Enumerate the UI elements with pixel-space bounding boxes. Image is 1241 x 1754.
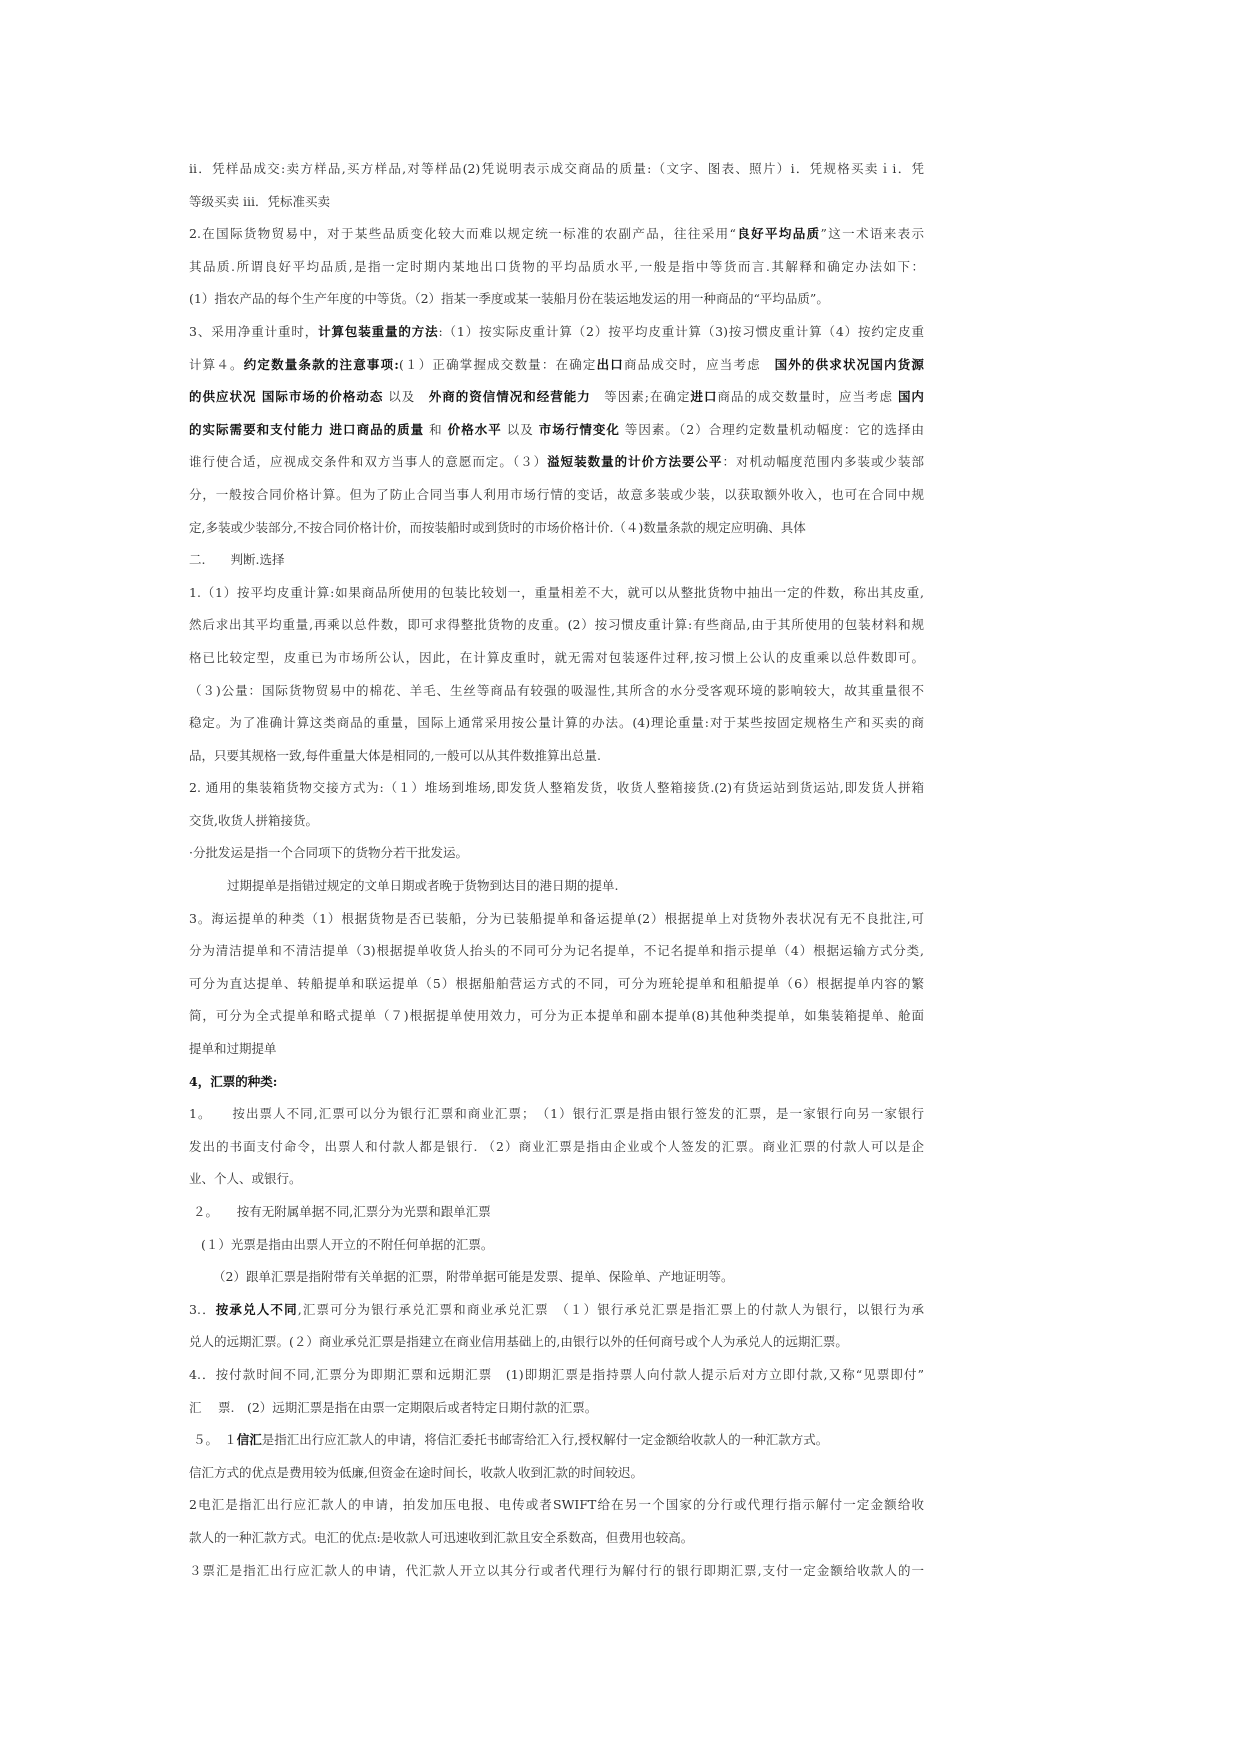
bold-term: 国内 <box>897 389 924 405</box>
text-line: 2.在国际货物贸易中，对于某些品质变化较大而难以规定统一标准的农副产品，往往采用“良好平均品质”这一术语来表示 <box>189 226 924 242</box>
text-line: ２。 按有无附属单据不同,汇票分为光票和跟单汇票 <box>193 1204 491 1219</box>
text-line: ５。 １信汇是指汇出行应汇款人的申请，将信汇委托书邮寄给汇入行,授权解付一定金额给收款人的一种汇款方式。 <box>193 1432 829 1448</box>
text-line: 谁行使合适，应视成交条件和双方当事人的意愿而定。（３）溢短装数量的计价方法要公平：对机动幅度范围内多装或少装部 <box>189 454 924 470</box>
text-line: (1）指农产品的每个生产年度的中等货。（2）指某一季度或某一装船月份在装运地发运的用一种商品的“平均品质”。 <box>189 291 829 307</box>
section-heading <box>189 1066 924 1099</box>
text-line: 交货,收货人拼箱接货。 <box>189 812 318 828</box>
text-line: （３)公量：国际货物贸易中的棉花、羊毛、生丝等商品有较强的吸湿性,其所含的水分受客观环境的影响较大，故其重量很不 <box>189 682 924 698</box>
section-heading: 二. 判断.选择 <box>189 552 285 568</box>
text-line: 2. 通用的集装箱货物交接方式为:（１）堆场到堆场,即发货人整箱发货，收货人整箱接货.(2)有货运站到货运站,即发货人拼箱 <box>189 780 924 796</box>
bold-term: 按承兑人不同 <box>215 1301 298 1317</box>
text-line: 的实际需要和支付能力 进口商品的质量 和 价格水平 以及 市场行情变化 等因素。（2）合理约定数量机动幅度：它的选择由 <box>189 421 924 437</box>
text-line: 可分为直达提单、转船提单和联运提单（5）根据船舶营运方式的不同，可分为班轮提单和租船提单（6）根据提单内容的繁 <box>189 975 924 991</box>
text-line: 分，一般按合同价格计算。但为了防止合同当事人利用市场行情的变话，故意多装或少装，以获取额外收入，也可在合同中规 <box>189 486 924 502</box>
bold-term: 出口 <box>596 356 624 372</box>
text-line: 然后求出其平均重量,再乘以总件数，即可求得整批货物的皮重。(2）按习惯皮重计算:有些商品,由于其所使用的包装材料和规 <box>189 617 924 633</box>
text-line: 兑人的远期汇票。(２）商业承兑汇票是指建立在商业信用基础上的,由银行以外的任何商号或个人为承兑人的远期汇票。 <box>189 1334 848 1350</box>
text-line: 2电汇是指汇出行应汇款人的申请，拍发加压电报、电传或者SWIFT给在另一个国家的分行或代理行指示解付一定金额给收 <box>189 1497 924 1513</box>
text-line: 业、个人、或银行。 <box>189 1171 302 1187</box>
text-line: 品，只要其规格一致,每件重量大体是相同的,一般可以从其件数推算出总量. <box>189 747 601 763</box>
text-line: 过期提单是指错过规定的文单日期或者晚于货物到达目的港日期的提单. <box>227 878 619 894</box>
text-line: 发出的书面支付命令，出票人和付款人都是银行. （2）商业汇票是指由企业或个人签发的汇票。商业汇票的付款人可以是企 <box>189 1138 924 1154</box>
bold-term: 的供应状况 国际市场的价格动态 <box>189 389 384 405</box>
text-line: 汇 票. (2）远期汇票是指在由票一定期限后或者特定日期付款的汇票。 <box>189 1399 598 1415</box>
bold-term: 溢短装数量的计价方法要公平 <box>547 454 723 470</box>
text-line: 3.．按承兑人不同,汇票可分为银行承兑汇票和商业承兑汇票 （１）银行承兑汇票是指汇票上的付款人为银行，以银行为承 <box>189 1301 924 1317</box>
text-line: 其品质.所谓良好平均品质,是指一定时期内某地出口货物的平均品质水平,一般是指中等货而言.其解释和确定办法如下： <box>189 258 924 274</box>
text-line: 信汇方式的优点是费用较为低廉,但资金在途时间长，收款人收到汇款的时间较迟。 <box>189 1464 643 1480</box>
bold-term: 信汇 <box>236 1432 262 1448</box>
bold-term: 进口 <box>690 389 718 405</box>
bold-term: 的实际需要和支付能力 进口商品的质量 <box>189 421 425 437</box>
text-line: 计算４。约定数量条款的注意事项:(１）正确掌握成交数量：在确定出口商品成交时，应当考虑 国外的供求状况国内货源 <box>189 356 924 372</box>
text-line: ３票汇是指汇出行应汇款人的申请，代汇款人开立以其分行或者代理行为解付行的银行即期汇票,支付一定金额给收款人的一 <box>189 1562 924 1578</box>
text-line: 简，可分为全式提单和略式提单（７)根据提单使用效力，可分为正本提单和副本提单(8)其他种类提单，如集装箱提单、舱面 <box>189 1008 924 1024</box>
bold-term: 外商的资信情况和经营能力 <box>428 389 591 405</box>
document-page <box>189 153 924 1587</box>
text-line: 定,多装或少装部分,不按合同价格计价，而按装船时或到货时的市场价格计价.（４)数量条款的规定应明确、具体 <box>189 519 806 535</box>
text-line: 4.．按付款时间不同,汇票分为即期汇票和远期汇票 (1)即期汇票是指持票人向付款人提示后对方立即付款,又称“见票即付” <box>189 1366 924 1382</box>
bold-term: 价格水平 <box>447 421 502 437</box>
text-line: (１）光票是指由出票人开立的不附任何单据的汇票。 <box>201 1236 494 1252</box>
text-line: 3。海运提单的种类（1）根据货物是否已装船，分为已装船提单和备运提单(2）根据提单上对货物外表状况有无不良批注,可 <box>189 910 924 926</box>
text-line: 1.（1）按平均皮重计算:如果商品所使用的包装比较划一，重量相差不大，就可以从整批货物中抽出一定的件数，称出其皮重, <box>189 584 924 600</box>
text-line: 款人的一种汇款方式。电汇的优点:是收款人可迅速收到汇款且安全系数高，但费用也较高。 <box>189 1529 694 1545</box>
bold-term: 国外的供求状况国内货源 <box>774 356 924 372</box>
bold-term: 市场行情变化 <box>538 421 620 437</box>
bold-term: 4，汇票的种类: <box>189 1073 278 1089</box>
text-line: 格已比较定型，皮重已为市场所公认，因此，在计算皮重时，就无需对包装逐件过秤,按习惯上公认的皮重乘以总件数即可。 <box>189 649 924 665</box>
bold-term: 约定数量条款的注意事项: <box>243 356 399 372</box>
text-line: 提单和过期提单 <box>189 1041 277 1057</box>
text-line: ii．凭样品成交:卖方样品,买方样品,对等样品(2)凭说明表示成交商品的质量:（文字、图表、照片）i．凭规格买卖ｉi．凭 <box>189 161 924 176</box>
text-line: ·分批发运是指一个合同项下的货物分若干批发运。 <box>189 845 468 861</box>
text-line: 分为清洁提单和不清洁提单（3)根据提单收货人抬头的不同可分为记名提单，不记名提单和指示提单（4）根据运输方式分类, <box>189 943 924 959</box>
text-line: 等级买卖 iii．凭标准买卖 <box>189 193 330 209</box>
text-line: 的供应状况 国际市场的价格动态 以及 外商的资信情况和经营能力 等因素;在确定进口商品的成交数量时，应当考虑 国内 <box>189 389 924 405</box>
bold-term: 计算包装重量的方法 <box>318 323 439 339</box>
text-line: （2）跟单汇票是指附带有关单据的汇票，附带单据可能是发票、提单、保险单、产地证明等。 <box>213 1269 734 1285</box>
bold-term: 良好平均品质 <box>735 226 821 242</box>
text-line: 稳定。为了准确计算这类商品的重量，国际上通常采用按公量计算的办法。(4)理论重量:对于某些按固定规格生产和买卖的商 <box>189 715 924 731</box>
text-line: 3、采用净重计重时，计算包装重量的方法:（1）按实际皮重计算（2）按平均皮重计算（3)按习惯皮重计算（4）按约定皮重 <box>189 323 924 339</box>
text-line: 1。 按出票人不同,汇票可以分为银行汇票和商业汇票； （1）银行汇票是指由银行签发的汇票，是一家银行向另一家银行 <box>189 1106 924 1122</box>
